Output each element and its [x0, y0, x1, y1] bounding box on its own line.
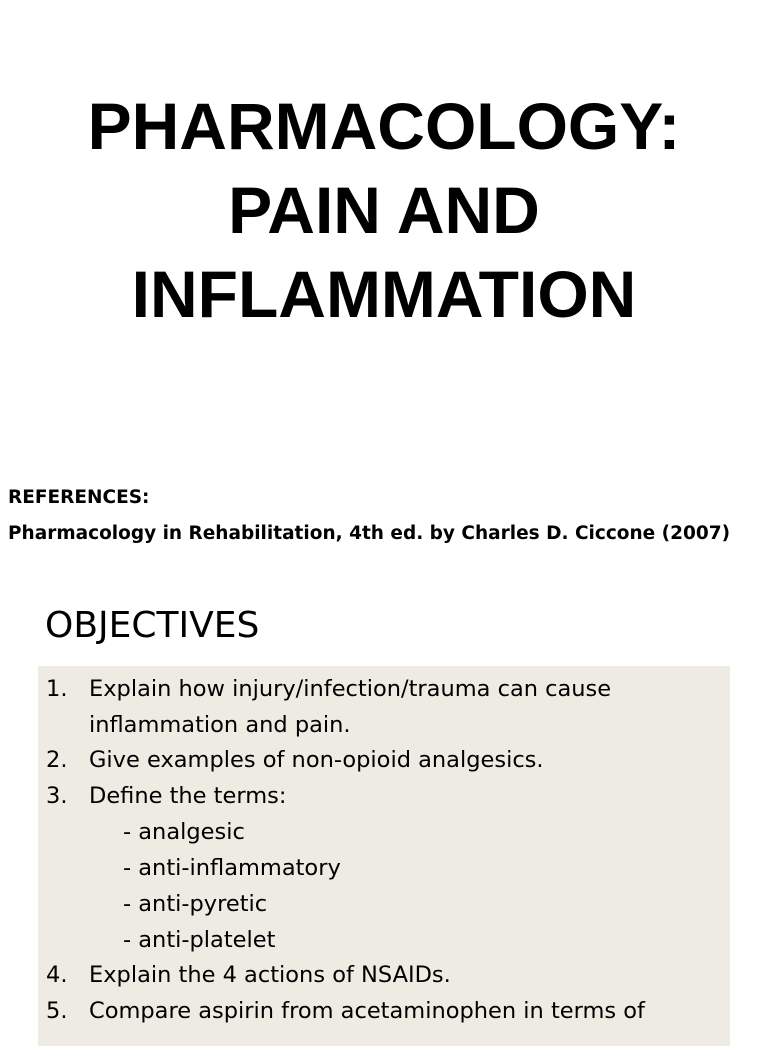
- terms-list: [46, 814, 726, 958]
- objective-number: 3.: [46, 782, 68, 809]
- objective-text: Give examples of non-opioid analgesics.: [89, 747, 544, 773]
- objectives-heading: OBJECTIVES: [45, 605, 260, 646]
- objective-text: Define the terms:: [89, 782, 287, 809]
- title-line-1: PHARMACOLOGY:: [87, 89, 681, 163]
- term-item: - anti-inflammatory: [123, 855, 341, 881]
- terms-sublist-wrapper: [46, 814, 726, 958]
- objective-number: 1.: [46, 676, 68, 702]
- objective-number: 2.: [46, 747, 68, 773]
- slide-title: [0, 84, 768, 336]
- objective-text: Explain the 4 actions of NSAIDs.: [89, 962, 451, 988]
- objective-item-4: [46, 958, 726, 994]
- references-heading: REFERENCES:: [8, 487, 150, 508]
- objective-item-3: [46, 779, 726, 815]
- objective-number: 5.: [46, 997, 68, 1024]
- objective-text: Compare aspirin from acetaminophen in terms of: [89, 997, 645, 1024]
- title-line-2: PAIN AND: [228, 173, 540, 247]
- objective-item-2: [46, 743, 726, 779]
- objective-text: Explain how injury/infection/trauma can cause inflammation and pain.: [89, 676, 612, 738]
- reference-entry: Pharmacology in Rehabilitation, 4th ed. by Charles D. Ciccone (2007): [8, 523, 731, 544]
- term-item: - anti-pyretic: [123, 891, 268, 917]
- objectives-list: [46, 672, 726, 1029]
- objective-number: 4.: [46, 962, 68, 988]
- objectives-panel: [38, 666, 730, 1046]
- term-item: - analgesic: [123, 819, 245, 845]
- objective-item-1: [46, 672, 726, 743]
- references-block: [8, 480, 763, 552]
- term-item: - anti-platelet: [123, 927, 276, 953]
- title-line-3: INFLAMMATION: [131, 257, 637, 331]
